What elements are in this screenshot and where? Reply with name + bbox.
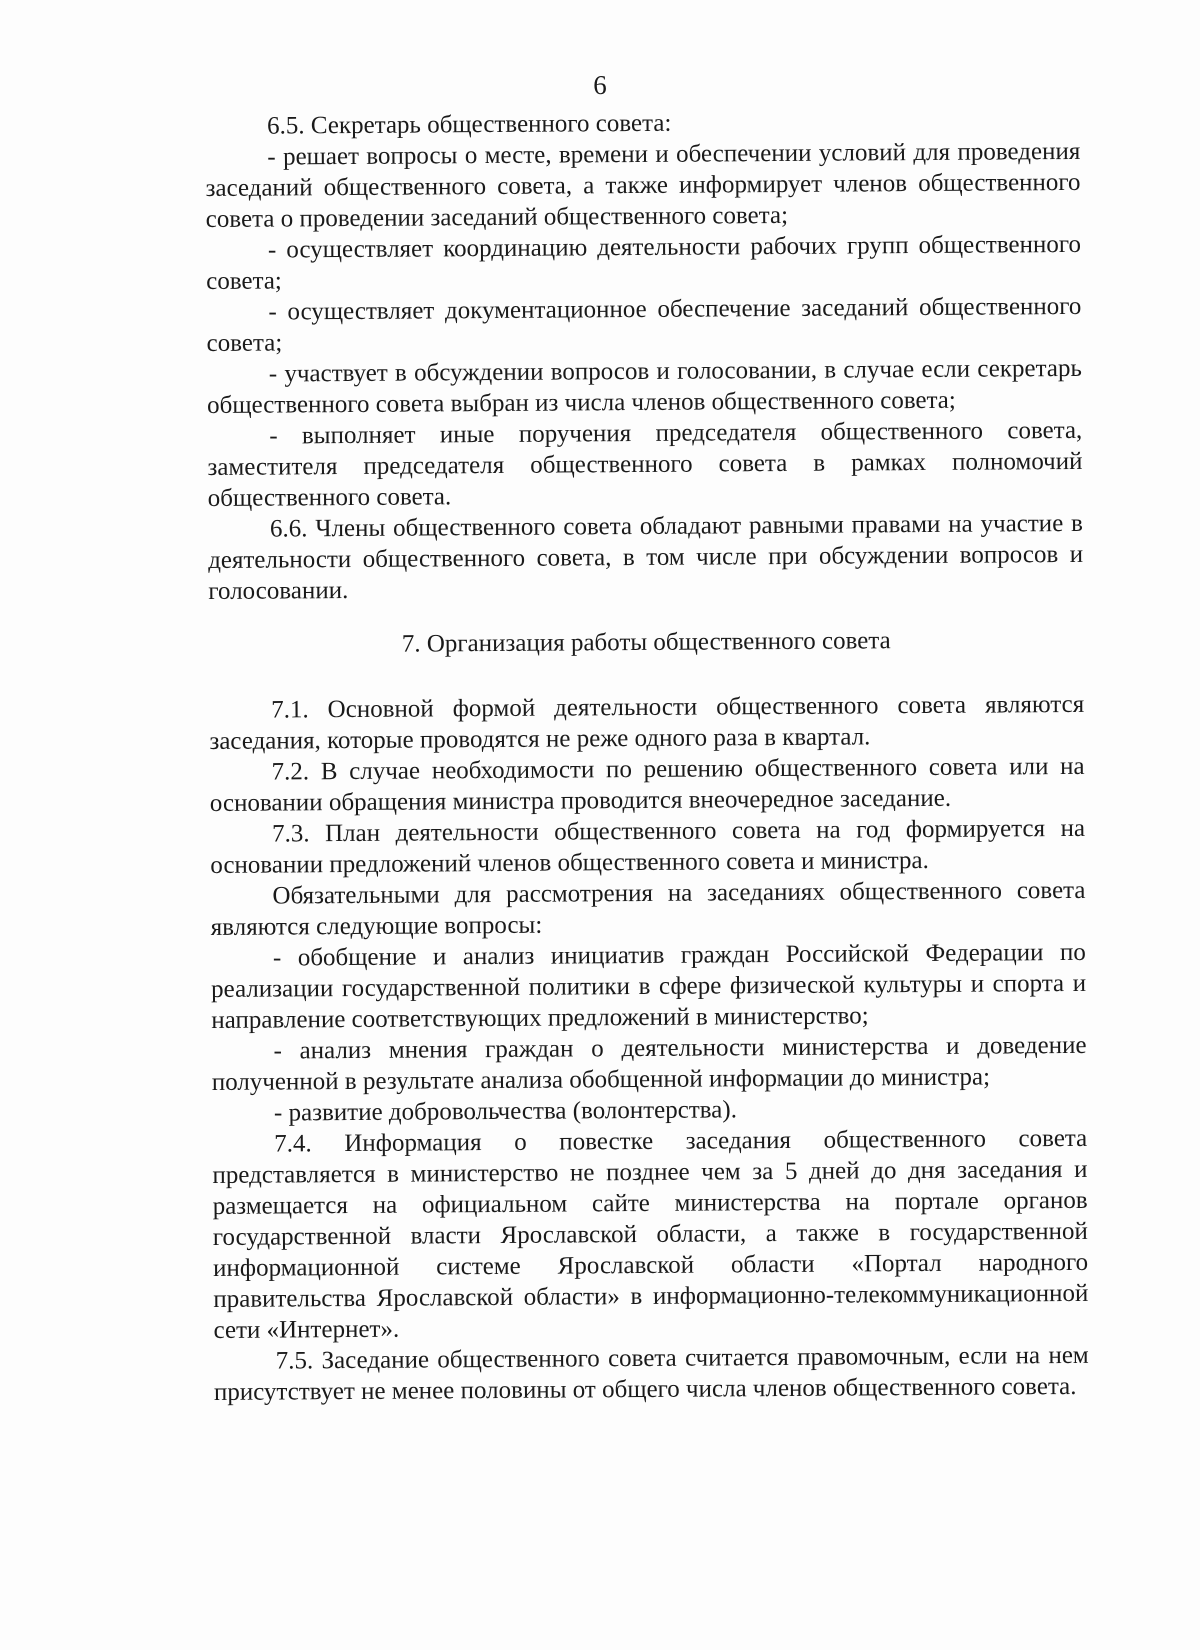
page-number: 6 [593,70,607,100]
paragraph-6-5-item-1: - решает вопросы о месте, времени и обеспечении условий для проведения заседаний общественного совета, а также информирует членов общественного совета о проведении заседаний общественного совета; [205,137,1081,233]
paragraph-7-1: 7.1. Основной формой деятельности общественного совета являются заседания, которые проводятся не реже одного раза в квартал. [209,690,1085,755]
paragraph-6-5-item-2: - осуществляет координацию деятельности рабочих групп общественного совета; [206,230,1082,295]
paragraph-7-4: 7.4. Информация о повестке заседания общественного совета представляется в министерство не позднее чем за 5 дней до дня заседания и размещается на официальном сайте министерства на портале органов государственной власти Ярославской области, а также в государственной информационной системе Ярославской области «Портал народного правительства Ярославской области» в информационно-телекоммуникационной сети «Интернет». [212,1124,1089,1344]
paragraph-6-6: 6.6. Члены общественного совета обладают равными правами на участие в деятельности общественного совета, в том числе при обсуждении вопросов и голосовании. [208,509,1084,605]
paragraph-7-3-item-1: - обобщение и анализ инициатив граждан Российской Федерации по реализации государственной политики в сфере физической культуры и спорта и направление соответствующих предложений в министерство; [211,938,1087,1034]
paragraph-7-3: 7.3. План деятельности общественного совета на год формируется на основании предложений членов общественного совета и министра. [210,814,1086,879]
paragraph-7-3-item-3: - развитие добровольчества (волонтерства). [273,1096,737,1127]
paragraph-6-5-item-5: - выполняет иные поручения председателя общественного совета, заместителя председателя общественного совета в рамках полномочий общественного совета. [207,416,1083,512]
paragraph-6-5-item-3: - осуществляет документационное обеспечение заседаний общественного совета; [206,292,1082,357]
paragraph-6-5-item-4: - участвует в обсуждении вопросов и голосовании, в случае если секретарь общественного совета выбран из числа членов общественного совета; [206,354,1082,419]
paragraph-7-3-mandatory-intro: Обязательными для рассмотрения на заседаниях общественного совета являются следующие вопросы: [210,876,1086,941]
document-body [205,105,1089,1408]
paragraph-7-5: 7.5. Заседание общественного совета считается правомочным, если на нем присутствует не менее половины от общего числа членов общественного совета. [213,1341,1089,1406]
paragraph-6-5-title: 6.5. Секретарь общественного совета: [267,109,672,140]
paragraph-7-2: 7.2. В случае необходимости по решению общественного совета или на основании обращения министра проводится внеочередное заседание. [209,752,1085,817]
section-7-heading: 7. Организация работы общественного совета [401,627,891,658]
paragraph-7-3-item-2: - анализ мнения граждан о деятельности министерства и доведение полученной в результате анализа обобщенной информации до министра; [211,1031,1087,1096]
